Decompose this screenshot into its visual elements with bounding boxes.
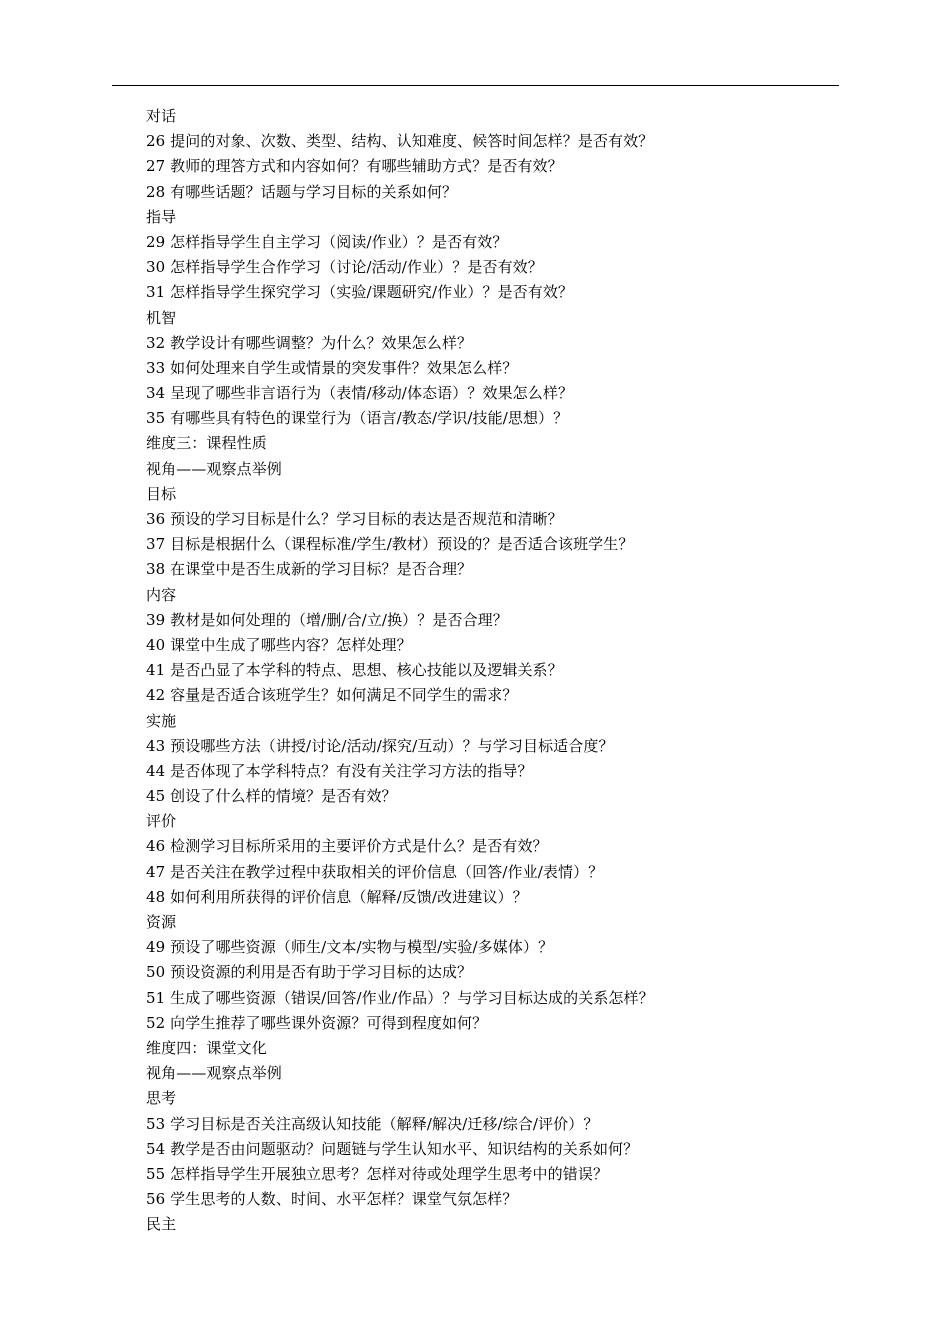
observation-item: 26 提问的对象、次数、类型、结构、认知难度、候答时间怎样？是否有效？ [146,132,654,151]
observation-item: 32 教学设计有哪些调整？为什么？效果怎么样？ [146,333,473,352]
dimension-heading: 维度四：课堂文化 [146,1038,267,1057]
section-heading: 指导 [146,207,177,226]
section-heading: 对话 [146,107,177,125]
observation-item: 47 是否关注在教学过程中获取相关的评价信息（回答/作业/表情）？ [146,862,604,881]
header-rule [112,85,839,86]
observation-item: 51 生成了哪些资源（错误/回答/作业/作品）？与学习目标达成的关系怎样？ [146,988,654,1007]
observation-item: 27 教师的理答方式和内容如何？有哪些辅助方式？是否有效？ [146,157,563,176]
observation-item: 38 在课堂中是否生成新的学习目标？是否合理？ [146,560,473,579]
observation-item: 39 教材是如何处理的（增/删/合/立/换）？是否合理？ [146,610,508,629]
observation-item: 34 呈现了哪些非言语行为（表情/移动/体态语）？效果怎么样？ [146,384,574,403]
observation-item: 41 是否凸显了本学科的特点、思想、核心技能以及逻辑关系？ [146,661,563,680]
observation-item: 48 如何利用所获得的评价信息（解释/反馈/改进建议）？ [146,887,528,906]
observation-item: 28 有哪些话题？话题与学习目标的关系如何？ [146,182,458,201]
observation-item: 50 预设资源的利用是否有助于学习目标的达成？ [146,963,473,982]
section-heading: 目标 [146,484,177,503]
dimension-heading: 维度三：课程性质 [146,434,267,453]
observation-item: 46 检测学习目标所采用的主要评价方式是什么？是否有效？ [146,837,548,856]
observation-item: 44 是否体现了本学科特点？有没有关注学习方法的指导？ [146,761,533,780]
section-heading: 实施 [146,711,177,730]
document-body [146,104,826,1237]
observation-item: 53 学习目标是否关注高级认知技能（解释/解决/迁移/综合/评价）？ [146,1114,599,1133]
section-heading: 评价 [146,812,177,831]
observation-item: 31 怎样指导学生探究学习（实验/课题研究/作业）？是否有效？ [146,283,574,302]
section-heading: 民主 [146,1215,177,1234]
observation-item: 33 如何处理来自学生或情景的突发事件？效果怎么样？ [146,358,518,377]
section-heading: 内容 [146,585,177,604]
observation-item: 56 学生思考的人数、时间、水平怎样？课堂气氛怎样？ [146,1190,518,1209]
section-heading: 资源 [146,913,177,931]
perspective-heading: 视角——观察点举例 [146,1064,282,1083]
observation-item: 30 怎样指导学生合作学习（讨论/活动/作业）？是否有效？ [146,258,543,277]
observation-item: 37 目标是根据什么（课程标准/学生/教材）预设的？是否适合该班学生？ [146,535,634,554]
observation-item: 55 怎样指导学生开展独立思考？怎样对待或处理学生思考中的错误？ [146,1164,609,1183]
observation-item: 35 有哪些具有特色的课堂行为（语言/教态/学识/技能/思想）？ [146,409,569,428]
observation-item: 40 课堂中生成了哪些内容？怎样处理？ [146,635,412,654]
observation-item: 42 容量是否适合该班学生？如何满足不同学生的需求？ [146,686,518,705]
observation-item: 49 预设了哪些资源（师生/文本/实物与模型/实验/多媒体）？ [146,938,554,957]
observation-item: 36 预设的学习目标是什么？学习目标的表达是否规范和清晰？ [146,510,563,528]
observation-item: 43 预设哪些方法（讲授/讨论/活动/探究/互动）？与学习目标适合度？ [146,736,614,755]
perspective-heading: 视角——观察点举例 [146,459,282,478]
observation-item: 45 创设了什么样的情境？是否有效？ [146,787,397,806]
section-heading: 机智 [146,308,177,327]
section-heading: 思考 [146,1089,177,1108]
observation-item: 52 向学生推荐了哪些课外资源？可得到程度如何？ [146,1013,488,1032]
observation-item: 54 教学是否由问题驱动？问题链与学生认知水平、知识结构的关系如何？ [146,1139,639,1158]
observation-item: 29 怎样指导学生自主学习（阅读/作业）？是否有效？ [146,232,508,251]
